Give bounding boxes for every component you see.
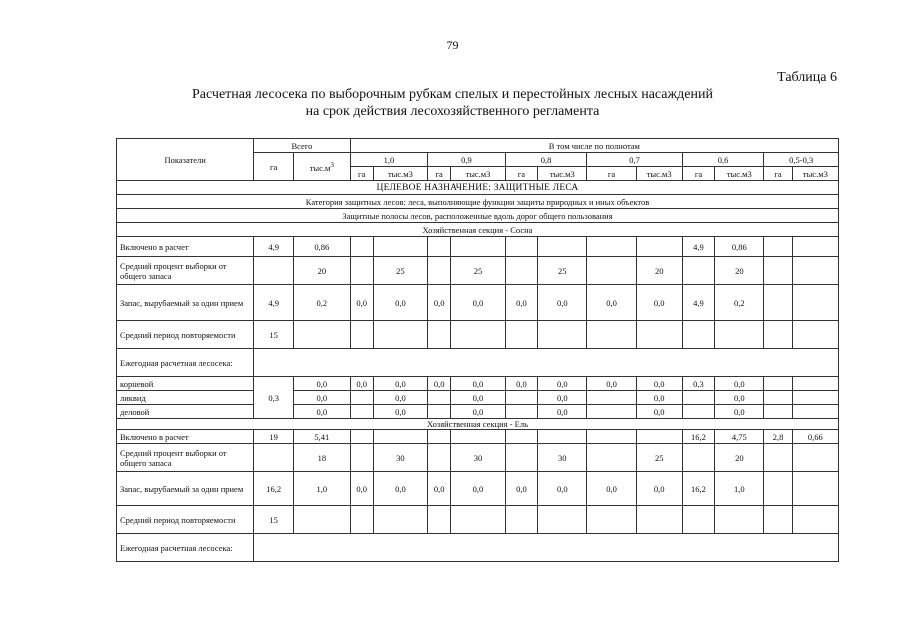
cell [350, 405, 373, 419]
cell: 16,2 [682, 430, 714, 444]
header-m3: тыс.м3 [373, 167, 427, 181]
cell: 4,9 [254, 237, 294, 257]
cell: 25 [373, 257, 427, 285]
row-label: Запас, вырубаемый за один прием [117, 472, 254, 506]
cell [428, 430, 451, 444]
header-density: 1,0 [350, 153, 428, 167]
cell: 19 [254, 430, 294, 444]
title-line-1: Расчетная лесосека по выборочным рубкам спелых и перестойных лесных насаждений [191, 87, 713, 102]
cell: 15 [254, 321, 294, 349]
cell [505, 237, 537, 257]
cell [505, 405, 537, 419]
cell: 0,0 [294, 405, 351, 419]
cell: 0,0 [538, 377, 587, 391]
section-spruce-row [117, 419, 839, 430]
cell [715, 321, 764, 349]
spruce-annual-row [117, 534, 839, 562]
cell: 0,0 [350, 472, 373, 506]
cell [505, 321, 537, 349]
cell [538, 237, 587, 257]
cell: 0,0 [715, 405, 764, 419]
cell: 4,75 [715, 430, 764, 444]
cell [636, 237, 682, 257]
cell: 0,86 [715, 237, 764, 257]
pine-stock-row [117, 285, 839, 321]
cell: 18 [294, 444, 351, 472]
row-label: Включено в расчет [117, 237, 254, 257]
cell: 0,0 [538, 472, 587, 506]
spruce-stock-row [117, 472, 839, 506]
header-m3: тыс.м3 [715, 167, 764, 181]
row-label: Средний процент выборки от общего запаса [117, 444, 254, 472]
cell: 0,0 [350, 285, 373, 321]
header-ha: га [350, 167, 373, 181]
cell [350, 506, 373, 534]
cell [682, 257, 714, 285]
cell [294, 506, 351, 534]
cell: 0,0 [428, 472, 451, 506]
header-density: 0,7 [587, 153, 682, 167]
table-caption: Таблица 6 [777, 70, 837, 85]
cell [538, 430, 587, 444]
cell: 0,66 [792, 430, 838, 444]
cell [451, 321, 505, 349]
cell [587, 257, 636, 285]
cell: 0,0 [587, 472, 636, 506]
cell: 30 [451, 444, 505, 472]
cell [792, 391, 838, 405]
row-label: Ежегодная расчетная лесосека: [117, 534, 254, 562]
cell: 25 [538, 257, 587, 285]
cell [428, 405, 451, 419]
cell: 0,0 [636, 377, 682, 391]
section-pine-row [117, 223, 839, 237]
row-label: Ежегодная расчетная лесосека: [117, 349, 254, 377]
cell: 4,9 [254, 285, 294, 321]
cell: 0,0 [451, 405, 505, 419]
cell: 0,0 [587, 377, 636, 391]
cell: 0,0 [505, 472, 537, 506]
spruce-avg-period-row [117, 506, 839, 534]
pine-business-row [117, 405, 839, 419]
cell: 0,0 [636, 472, 682, 506]
header-total-ha: га [254, 153, 294, 181]
cell: 25 [451, 257, 505, 285]
cell [505, 444, 537, 472]
section-category: Категория защитных лесов: леса, выполняющие функции защиты природных и иных объектов [117, 195, 839, 209]
cell [538, 506, 587, 534]
cell [792, 472, 838, 506]
cell [451, 237, 505, 257]
cell: 0,0 [373, 377, 427, 391]
page-number: 79 [446, 38, 459, 52]
row-label: Запас, вырубаемый за один прием [117, 285, 254, 321]
cell: 0,0 [636, 405, 682, 419]
cell: 0,3 [254, 377, 294, 419]
header-density: 0,6 [682, 153, 764, 167]
cell [505, 391, 537, 405]
cell: 0,0 [538, 405, 587, 419]
cell [350, 237, 373, 257]
section-pine: Хозяйственная секция - Сосна [117, 223, 839, 237]
cell [350, 391, 373, 405]
cell [792, 321, 838, 349]
header-m3: тыс.м3 [451, 167, 505, 181]
cell [792, 506, 838, 534]
pine-annual-row [117, 349, 839, 377]
section-spruce: Хозяйственная секция - Ель [117, 419, 839, 430]
cell [538, 321, 587, 349]
cell: 0,0 [294, 377, 351, 391]
cell [792, 285, 838, 321]
cell [254, 444, 294, 472]
cell: 0,0 [451, 377, 505, 391]
cell [254, 349, 839, 377]
cell [254, 534, 839, 562]
cell: 2,8 [764, 430, 792, 444]
header-ha: га [764, 167, 792, 181]
cell: 0,0 [373, 405, 427, 419]
cell [373, 506, 427, 534]
cell [764, 405, 792, 419]
cell: 0,0 [538, 391, 587, 405]
cell: 0,0 [451, 391, 505, 405]
cell [587, 506, 636, 534]
cell: 30 [538, 444, 587, 472]
cell: 20 [715, 257, 764, 285]
cell: 0,86 [294, 237, 351, 257]
cell: 0,2 [294, 285, 351, 321]
cell [587, 430, 636, 444]
cell [682, 405, 714, 419]
header-total: Всего [254, 139, 350, 153]
cell: 0,3 [682, 377, 714, 391]
cell [636, 321, 682, 349]
header-ha: га [587, 167, 636, 181]
cell [764, 285, 792, 321]
cell [764, 257, 792, 285]
document-title [0, 86, 905, 120]
header-ha: га [682, 167, 714, 181]
cell [587, 391, 636, 405]
header-ha: га [428, 167, 451, 181]
cell: 0,0 [428, 285, 451, 321]
cell [428, 391, 451, 405]
cell: 0,0 [451, 285, 505, 321]
cell [350, 430, 373, 444]
title-line-2: на срок действия лесохозяйственного регламента [305, 104, 600, 119]
cell [682, 506, 714, 534]
cell [715, 506, 764, 534]
cell: 0,0 [636, 391, 682, 405]
header-density: 0,8 [505, 153, 587, 167]
cell: 0,0 [373, 391, 427, 405]
cell [350, 444, 373, 472]
cell [587, 237, 636, 257]
cell [587, 405, 636, 419]
section-strips: Защитные полосы лесов, расположенные вдоль дорог общего пользования [117, 209, 839, 223]
cell: 0,0 [538, 285, 587, 321]
cell [428, 237, 451, 257]
row-label: ликвид [117, 391, 254, 405]
header-total-m3-sup: 3 [330, 161, 334, 170]
header-indicators: Показатели [117, 139, 254, 181]
cell: 0,0 [428, 377, 451, 391]
cell: 0,0 [715, 391, 764, 405]
cell [764, 377, 792, 391]
header-total-m3 [294, 153, 351, 181]
cell: 5,41 [294, 430, 351, 444]
cell: 0,0 [505, 377, 537, 391]
cell [373, 237, 427, 257]
pine-included-row [117, 237, 839, 257]
cell: 16,2 [682, 472, 714, 506]
header-ha: га [505, 167, 537, 181]
cell: 20 [636, 257, 682, 285]
cell: 30 [373, 444, 427, 472]
cell: 4,9 [682, 237, 714, 257]
cell [428, 444, 451, 472]
cell [764, 444, 792, 472]
cell [682, 321, 714, 349]
cell [792, 257, 838, 285]
cell: 0,0 [587, 285, 636, 321]
row-label: Средний процент выборки от общего запаса [117, 257, 254, 285]
cell: 1,0 [715, 472, 764, 506]
cell: 1,0 [294, 472, 351, 506]
section-purpose: ЦЕЛЕВОЕ НАЗНАЧЕНИЕ: ЗАЩИТНЫЕ ЛЕСА [117, 181, 839, 195]
header-including: В том числе по полнотам [350, 139, 838, 153]
cell [764, 321, 792, 349]
header-row-1 [117, 139, 839, 153]
cell: 0,2 [715, 285, 764, 321]
section-purpose-row [117, 181, 839, 195]
felling-table [116, 138, 839, 562]
pine-root-row [117, 377, 839, 391]
cell [636, 430, 682, 444]
cell: 4,9 [682, 285, 714, 321]
cell [792, 405, 838, 419]
cell: 0,0 [636, 285, 682, 321]
cell [294, 321, 351, 349]
pine-avg-pct-row [117, 257, 839, 285]
cell [682, 391, 714, 405]
cell [636, 506, 682, 534]
row-label: корневой [117, 377, 254, 391]
cell: 0,0 [294, 391, 351, 405]
cell [682, 444, 714, 472]
cell [350, 257, 373, 285]
cell [350, 321, 373, 349]
spruce-avg-pct-row [117, 444, 839, 472]
cell: 20 [715, 444, 764, 472]
cell [505, 506, 537, 534]
header-m3: тыс.м3 [792, 167, 838, 181]
cell [764, 506, 792, 534]
pine-liquid-row [117, 391, 839, 405]
cell [428, 257, 451, 285]
cell: 0,0 [373, 285, 427, 321]
pine-avg-period-row [117, 321, 839, 349]
cell [254, 257, 294, 285]
spruce-included-row [117, 430, 839, 444]
cell [792, 377, 838, 391]
header-total-m3-text: тыс.м [309, 162, 331, 173]
cell [587, 444, 636, 472]
cell: 25 [636, 444, 682, 472]
row-label: деловой [117, 405, 254, 419]
cell [373, 321, 427, 349]
header-m3: тыс.м3 [538, 167, 587, 181]
cell [373, 430, 427, 444]
section-strips-row [117, 209, 839, 223]
cell [505, 257, 537, 285]
cell: 0,0 [350, 377, 373, 391]
cell [451, 430, 505, 444]
header-m3: тыс.м3 [636, 167, 682, 181]
row-label: Включено в расчет [117, 430, 254, 444]
cell [505, 430, 537, 444]
cell: 0,0 [505, 285, 537, 321]
cell: 20 [294, 257, 351, 285]
cell [587, 321, 636, 349]
cell [764, 237, 792, 257]
cell: 0,0 [373, 472, 427, 506]
cell [792, 237, 838, 257]
cell: 15 [254, 506, 294, 534]
section-category-row [117, 195, 839, 209]
header-density: 0,9 [428, 153, 506, 167]
cell: 0,0 [715, 377, 764, 391]
cell [764, 472, 792, 506]
row-label: Средний период повторяемости [117, 506, 254, 534]
cell [451, 506, 505, 534]
cell: 16,2 [254, 472, 294, 506]
cell: 0,0 [451, 472, 505, 506]
header-density: 0,5-0,3 [764, 153, 839, 167]
cell [428, 321, 451, 349]
cell [764, 391, 792, 405]
cell [792, 444, 838, 472]
cell [428, 506, 451, 534]
row-label: Средний период повторяемости [117, 321, 254, 349]
